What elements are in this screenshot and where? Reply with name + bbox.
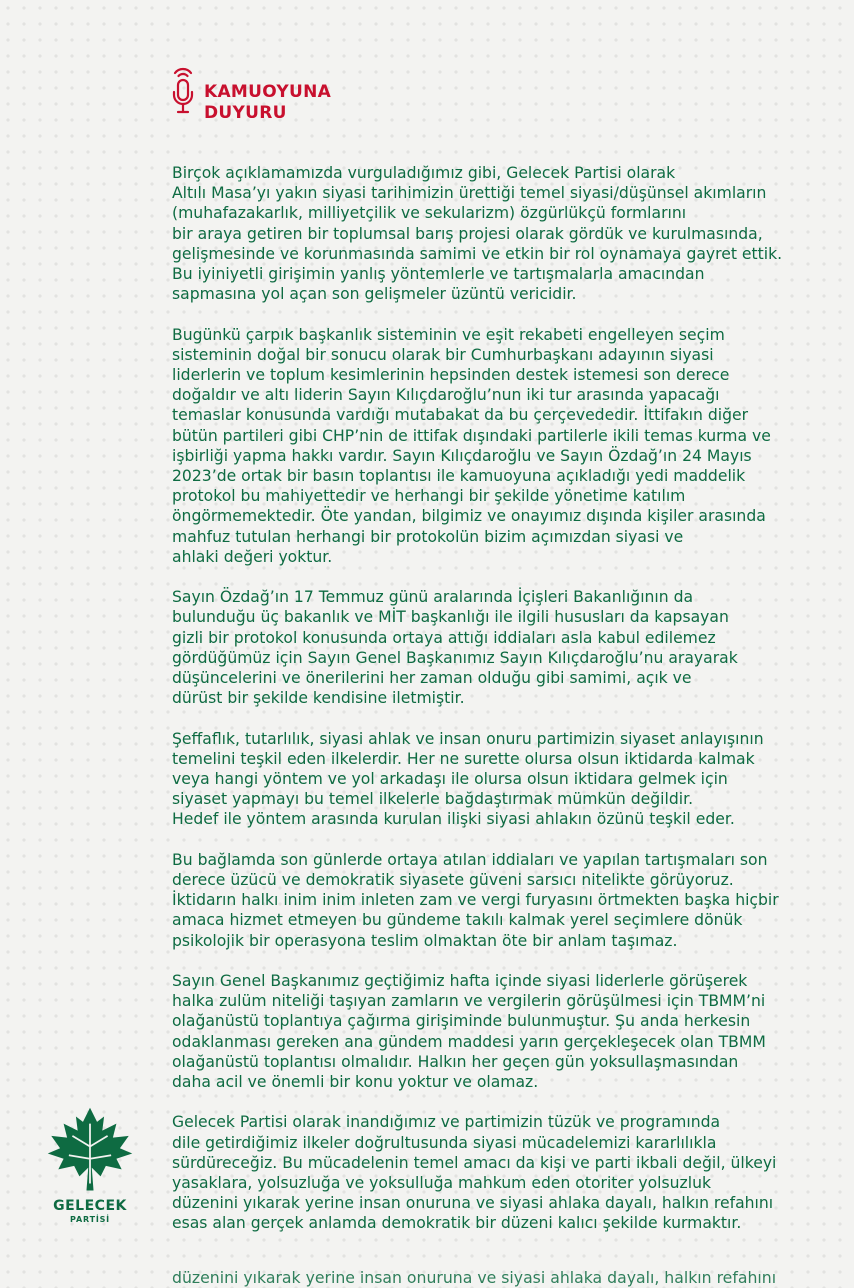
paragraph-line: gelişmesinde ve korunmasında samimi ve etkin bir rol oynamaya gayret ettik.	[172, 243, 783, 263]
body-paragraph	[172, 850, 787, 951]
paragraph-line: 2023’de ortak bir basın toplantısı ile kamuoyuna açıkladığı yedi maddelik	[172, 466, 746, 486]
microphone-icon	[170, 64, 196, 120]
paragraph-line: gördüğümüz için Sayın Genel Başkanımız Sayın Kılıçdaroğlu’nu arayarak	[172, 647, 738, 667]
body-paragraph	[172, 163, 787, 304]
paragraph-line: Bu iyiniyetli girişimin yanlış yöntemlerle ve tartışmalarla amacından	[172, 264, 705, 284]
body-paragraph	[172, 729, 787, 830]
paragraph-line: Altılı Masa’yı yakın siyasi tarihimizin ürettiği temel siyasi/düşünsel akımların	[172, 183, 767, 203]
paragraph-line: esas alan gerçek anlamda demokratik bir düzeni kalıcı şekilde kurmaktır.	[172, 1213, 742, 1233]
paragraph-line: bulunduğu üç bakanlık ve MİT başkanlığı ile ilgili hususları da kapsayan	[172, 607, 729, 627]
paragraph-line: daha acil ve önemli bir konu yoktur ve olamaz.	[172, 1072, 539, 1092]
paragraph-line: protokol bu mahiyettedir ve herhangi bir şekilde yönetime katılım	[172, 486, 686, 506]
paragraph-line: yasaklara, yolsuzluğa ve yoksulluğa mahkum eden otoriter yolsuzluk	[172, 1173, 712, 1193]
paragraph-line: halka zulüm niteliği taşıyan zamların ve vergilerin görüşülmesi için TBMM’ni	[172, 991, 766, 1011]
paragraph-line: mahfuz tutulan herhangi bir protokolün bizim açımızdan siyasi ve	[172, 526, 684, 546]
title-line-2: DUYURU	[204, 103, 287, 123]
logo-subtitle: PARTİSİ	[70, 1215, 110, 1224]
paragraph-line: amaca hizmet etmeyen bu gündeme takılı kalmak yerel seçimlere dönük	[172, 910, 743, 930]
paragraph-line: Şeffaflık, tutarlılık, siyasi ahlak ve insan onuru partimizin siyaset anlayışının	[172, 728, 764, 748]
paragraph-line: gizli bir protokol konusunda ortaya attığı iddiaları asla kabul edilemez	[172, 627, 716, 647]
paragraph-line: psikolojik bir operasyona teslim olmaktan öte bir anlam taşımaz.	[172, 930, 678, 950]
paragraph-line: düşüncelerini ve önerilerini her zaman olduğu gibi samimi, açık ve	[172, 668, 692, 688]
paragraph-line: Hedef ile yöntem arasında kurulan ilişki siyasi ahlakın özünü teşkil eder.	[172, 809, 735, 829]
paragraph-line: bir araya getiren bir toplumsal barış projesi olarak gördük ve kurulmasında,	[172, 223, 763, 243]
paragraph-line: sapmasına yol açan son gelişmeler üzüntü vericidir.	[172, 284, 577, 304]
party-logo	[40, 1104, 140, 1224]
paragraph-line: dürüst bir şekilde kendisine iletmiştir.	[172, 688, 465, 708]
paragraph-line: temelini teşkil eden ilkelerdir. Her ne surette olursa olsun iktidarda kalmak	[172, 748, 755, 768]
paragraph-line: doğaldır ve altı liderin Sayın Kılıçdaroğlu’nun iki tur arasında yapacağı	[172, 385, 720, 405]
logo-name: GELECEK	[53, 1198, 127, 1214]
paragraph-line: siyaset yapmayı bu temel ilkelerle bağdaştırmak mümkün değildir.	[172, 789, 694, 809]
paragraph-line: olağanüstü toplantısı olmalıdır. Halkın her geçen gün yoksullaşmasından	[172, 1051, 739, 1071]
title-line-1: KAMUOYUNA	[204, 82, 332, 102]
body-paragraph	[172, 971, 787, 1092]
announcement-header	[170, 64, 331, 124]
announcement-body	[172, 163, 787, 1254]
body-paragraph	[172, 325, 787, 567]
paragraph-line: odaklanması gereken ana gündem maddesi yarın gerçekleşecek olan TBMM	[172, 1031, 766, 1051]
paragraph-line: dile getirdiğimiz ilkeler doğrultusunda siyasi mücadelemizi kararlılıkla	[172, 1132, 717, 1152]
paragraph-line: sürdüreceğiz. Bu mücadelenin temel amacı da kişi ve parti ikbali değil, ülkeyi	[172, 1152, 777, 1172]
body-paragraph	[172, 1112, 787, 1233]
paragraph-line: temaslar konusunda vardığı mutabakat da bu çerçevededir. İttifakın diğer	[172, 405, 749, 425]
paragraph-line: öngörmemektedir. Öte yandan, bilgimiz ve onayımız dışında kişiler arasında	[172, 506, 766, 526]
paragraph-line: Gelecek Partisi olarak inandığımız ve partimizin tüzük ve programında	[172, 1112, 721, 1132]
paragraph-line: Birçok açıklamamızda vurguladığımız gibi, Gelecek Partisi olarak	[172, 163, 676, 182]
paragraph-line: ahlaki değeri yoktur.	[172, 546, 333, 566]
paragraph-line: sisteminin doğal bir sonucu olarak bir Cumhurbaşkanı adayının siyasi	[172, 344, 714, 364]
body-paragraph	[172, 587, 787, 708]
paragraph-line: Bu bağlamda son günlerde ortaya atılan iddiaları ve yapılan tartışmaları son	[172, 849, 768, 869]
paragraph-line: derece üzücü ve demokratik siyasete güveni sarsıcı nitelikte görüyoruz.	[172, 870, 734, 890]
paragraph-line: olağanüstü toplantıya çağırma girişiminde bulunmuştur. Şu anda herkesin	[172, 1011, 751, 1031]
cutoff-text-line: düzenini yıkarak yerine insan onuruna ve siyasi ahlaka dayalı, halkın refahını	[172, 1268, 777, 1287]
paragraph-line: (muhafazakarlık, milliyetçilik ve sekularizm) özgürlükçü formlarını	[172, 203, 687, 223]
paragraph-line: bütün partileri gibi CHP’nin de ittifak dışındaki partilerle ikili temas kurma ve	[172, 425, 771, 445]
paragraph-line: düzenini yıkarak yerine insan onuruna ve siyasi ahlaka dayalı, halkın refahını	[172, 1193, 774, 1213]
paragraph-line: Sayın Genel Başkanımız geçtiğimiz hafta içinde siyasi liderlerle görüşerek	[172, 971, 748, 991]
paragraph-line: işbirliği yapma hakkı vardır. Sayın Kılıçdaroğlu ve Sayın Özdağ’ın 24 Mayıs	[172, 445, 752, 465]
paragraph-line: İktidarın halkı inim inim inleten zam ve vergi furyasını örtmekten başka hiçbir	[172, 890, 779, 910]
announcement-title	[204, 82, 331, 124]
paragraph-line: veya hangi yöntem ve yol arkadaşı ile olursa olsun iktidara gelmek için	[172, 769, 728, 789]
leaf-icon	[46, 1104, 134, 1196]
paragraph-line: Sayın Özdağ’ın 17 Temmuz günü aralarında İçişleri Bakanlığının da	[172, 587, 694, 607]
paragraph-line: liderlerin ve toplum kesimlerinin hepsinden destek istemesi son derece	[172, 365, 730, 385]
paragraph-line: Bugünkü çarpık başkanlık sisteminin ve eşit rekabeti engelleyen seçim	[172, 324, 725, 344]
